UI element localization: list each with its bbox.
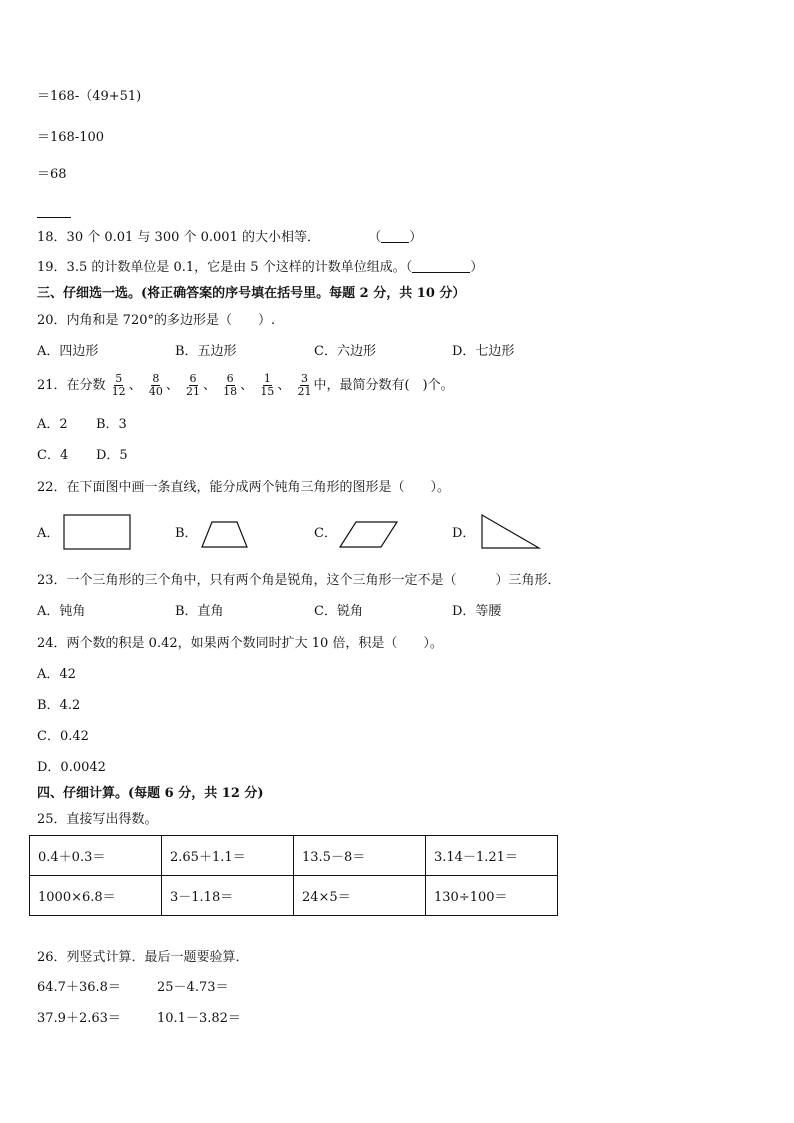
answer-blank-line <box>37 205 71 221</box>
question-24-option-c[interactable]: C．0.42 <box>37 729 89 744</box>
question-24-option-d[interactable]: D．0.0042 <box>37 760 106 775</box>
question-23-option-c[interactable]: C．锐角 <box>314 604 363 619</box>
mental-math-table <box>29 835 558 916</box>
question-18-paren-open: （ <box>368 230 382 245</box>
question-20-option-c[interactable]: C．六边形 <box>314 344 376 359</box>
question-21-option-c[interactable]: C．4 <box>37 448 69 463</box>
question-26-text: 26．列竖式计算．最后一题要验算． <box>37 950 249 965</box>
right-triangle-shape <box>479 513 543 551</box>
fraction-4: $\frac{6}{18}$ <box>223 372 238 398</box>
question-21-option-a[interactable]: A．2 <box>37 417 68 432</box>
question-23-option-a[interactable]: A．钝角 <box>37 604 86 619</box>
table-cell[interactable]: 3.14－1.21＝ <box>426 836 558 876</box>
question-19-answer-blank[interactable] <box>412 260 470 273</box>
step-line-2: ＝168-100 <box>37 130 105 145</box>
section-4-heading: 四、仔细计算。(每题 6 分，共 12 分) <box>37 786 264 801</box>
question-24-option-a[interactable]: A．42 <box>37 667 76 682</box>
question-23-text: 23．一个三角形的三个角中，只有两个角是锐角，这个三角形一定不是（ ）三角形． <box>37 573 561 588</box>
question-20-option-d[interactable]: D．七边形 <box>452 344 515 359</box>
step-line-3: ＝68 <box>37 167 67 182</box>
table-cell[interactable]: 0.4＋0.3＝ <box>30 836 162 876</box>
question-24-option-b[interactable]: B．4.2 <box>37 698 81 713</box>
question-19-paren-close: ） <box>470 260 484 275</box>
fraction-6: $\frac{3}{21}$ <box>297 372 312 398</box>
parallelogram-shape <box>338 520 400 550</box>
question-21-prefix: 21．在分数 <box>37 378 106 393</box>
table-row <box>30 836 558 876</box>
fraction-5: $\frac{1}{15}$ <box>260 372 275 398</box>
section-3-heading: 三、仔细选一选。(将正确答案的序号填在括号里。每题 2 分，共 10 分） <box>37 286 466 301</box>
table-cell[interactable]: 130÷100＝ <box>426 876 558 916</box>
table-cell[interactable]: 13.5－8＝ <box>294 836 426 876</box>
question-21-option-b[interactable]: B．3 <box>96 417 127 432</box>
question-19 <box>37 260 483 276</box>
question-18 <box>37 230 422 246</box>
fraction-1: $\frac{5}{12}$ <box>111 372 126 398</box>
step-line-1: ＝168-（49+51) <box>37 89 142 104</box>
table-cell[interactable]: 3－1.18＝ <box>162 876 294 916</box>
question-20-option-b[interactable]: B．五边形 <box>175 344 237 359</box>
table-cell[interactable]: 1000×6.8＝ <box>30 876 162 916</box>
question-26-item-1[interactable]: 64.7＋36.8＝ <box>37 980 121 995</box>
trapezoid-shape <box>200 520 250 550</box>
question-23-option-d[interactable]: D．等腰 <box>452 604 502 619</box>
fraction-3: $\frac{6}{21}$ <box>186 372 200 398</box>
question-24-text: 24．两个数的积是 0.42，如果两个数同时扩大 10 倍，积是（ ）。 <box>37 636 443 651</box>
table-cell[interactable]: 24×5＝ <box>294 876 426 916</box>
question-20-text: 20．内角和是 720°的多边形是（ ）. <box>37 313 276 328</box>
question-22-option-b[interactable]: B． <box>175 526 198 541</box>
rectangle-shape <box>63 514 133 552</box>
question-26-item-4[interactable]: 10.1－3.82＝ <box>157 1011 241 1026</box>
table-row <box>30 876 558 916</box>
question-23-option-b[interactable]: B．直角 <box>175 604 224 619</box>
question-21-option-d[interactable]: D．5 <box>96 448 128 463</box>
question-22-text: 22．在下面图中画一条直线，能分成两个钝角三角形的图形是（ ）。 <box>37 480 451 495</box>
question-20-option-a[interactable]: A．四边形 <box>37 344 99 359</box>
question-26-item-3[interactable]: 37.9＋2.63＝ <box>37 1011 121 1026</box>
question-19-text: 19．3.5 的计数单位是 0.1，它是由 5 个这样的计数单位组成。（ <box>37 260 413 275</box>
question-21-suffix: 中，最简分数有( )个。 <box>313 378 454 393</box>
question-21: 21．在分数 $\frac{5}{12}$ 、 $\frac{8}{40}$ 、 $\frac{6}{21}$ 、 $\frac{6}{18}$ 、 $\frac{1}{15}$ 、 $\frac{3}{21}$ 中，最简分数有( )个。 <box>37 372 454 398</box>
question-26-item-2[interactable]: 25－4.73＝ <box>157 980 229 995</box>
question-18-paren-close: ） <box>409 230 423 245</box>
question-18-text: 18．30 个 0.01 与 300 个 0.001 的大小相等． <box>37 230 320 245</box>
table-cell[interactable]: 2.65＋1.1＝ <box>162 836 294 876</box>
question-18-answer-blank[interactable] <box>381 230 409 243</box>
question-22-option-d[interactable]: D． <box>452 526 476 541</box>
question-22-option-c[interactable]: C． <box>314 526 337 541</box>
fraction-2: $\frac{8}{40}$ <box>148 372 163 398</box>
question-22-option-a[interactable]: A． <box>37 526 60 541</box>
question-25-text: 25．直接写出得数。 <box>37 812 158 827</box>
